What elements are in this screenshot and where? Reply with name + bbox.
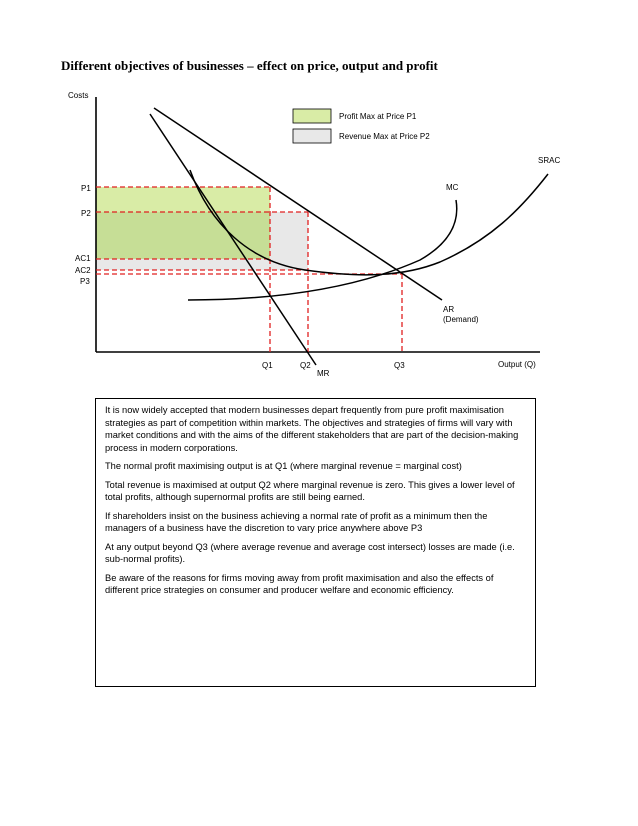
profit-max-area-overlap [96, 212, 270, 259]
paragraph: It is now widely accepted that modern businesses depart frequently from pure profit maximisation strategies as part of competition within markets. The objectives and strategies of firms will vary with market conditions and with the aims of the different stakeholders that are part of the decision-making process in modern corporations. [105, 405, 519, 453]
legend-swatch-revenue-max [293, 129, 331, 143]
legend-swatch-profit-max [293, 109, 331, 123]
q2-label: Q2 [300, 361, 311, 370]
x-axis-label: Output (Q) [498, 360, 536, 369]
paragraph: Be aware of the reasons for firms moving away from profit maximisation and also the effects of different price strategies on consumer and producer welfare and economic efficiency. [105, 572, 494, 595]
ac2-label: AC2 [75, 266, 91, 275]
legend-label-revenue-max: Revenue Max at Price P2 [339, 132, 430, 141]
paragraph: Total revenue is maximised at output Q2 where marginal revenue is zero. This gives a lower level of total profits, although supernormal profits are still being earned. [105, 479, 515, 502]
paragraph: At any output beyond Q3 (where average revenue and average cost intersect) losses are made (i.e. sub-normal profits). [105, 541, 515, 564]
ar-label: AR [443, 305, 455, 314]
page-title: Different objectives of businesses – effect on price, output and profit [61, 58, 438, 73]
paragraph: The normal profit maximising output is at Q1 (where marginal revenue = marginal cost) [105, 461, 462, 471]
ar-demand-label: (Demand) [443, 315, 479, 324]
q3-label: Q3 [394, 361, 405, 370]
y-axis-label: Costs [68, 91, 89, 100]
cost-revenue-diagram [0, 0, 638, 392]
p3-label: P3 [80, 277, 90, 286]
explanation-text-box [95, 398, 536, 687]
p1-label: P1 [81, 184, 91, 193]
mr-label: MR [317, 369, 330, 378]
q1-label: Q1 [262, 361, 273, 370]
p2-label: P2 [81, 209, 91, 218]
srac-label: SRAC [538, 156, 561, 165]
paragraph: If shareholders insist on the business achieving a normal rate of profit as a minimum then the managers of a business have the discretion to vary price anywhere above P3 [105, 510, 488, 533]
legend-label-profit-max: Profit Max at Price P1 [339, 112, 417, 121]
mc-label: MC [446, 183, 459, 192]
ac1-label: AC1 [75, 254, 91, 263]
